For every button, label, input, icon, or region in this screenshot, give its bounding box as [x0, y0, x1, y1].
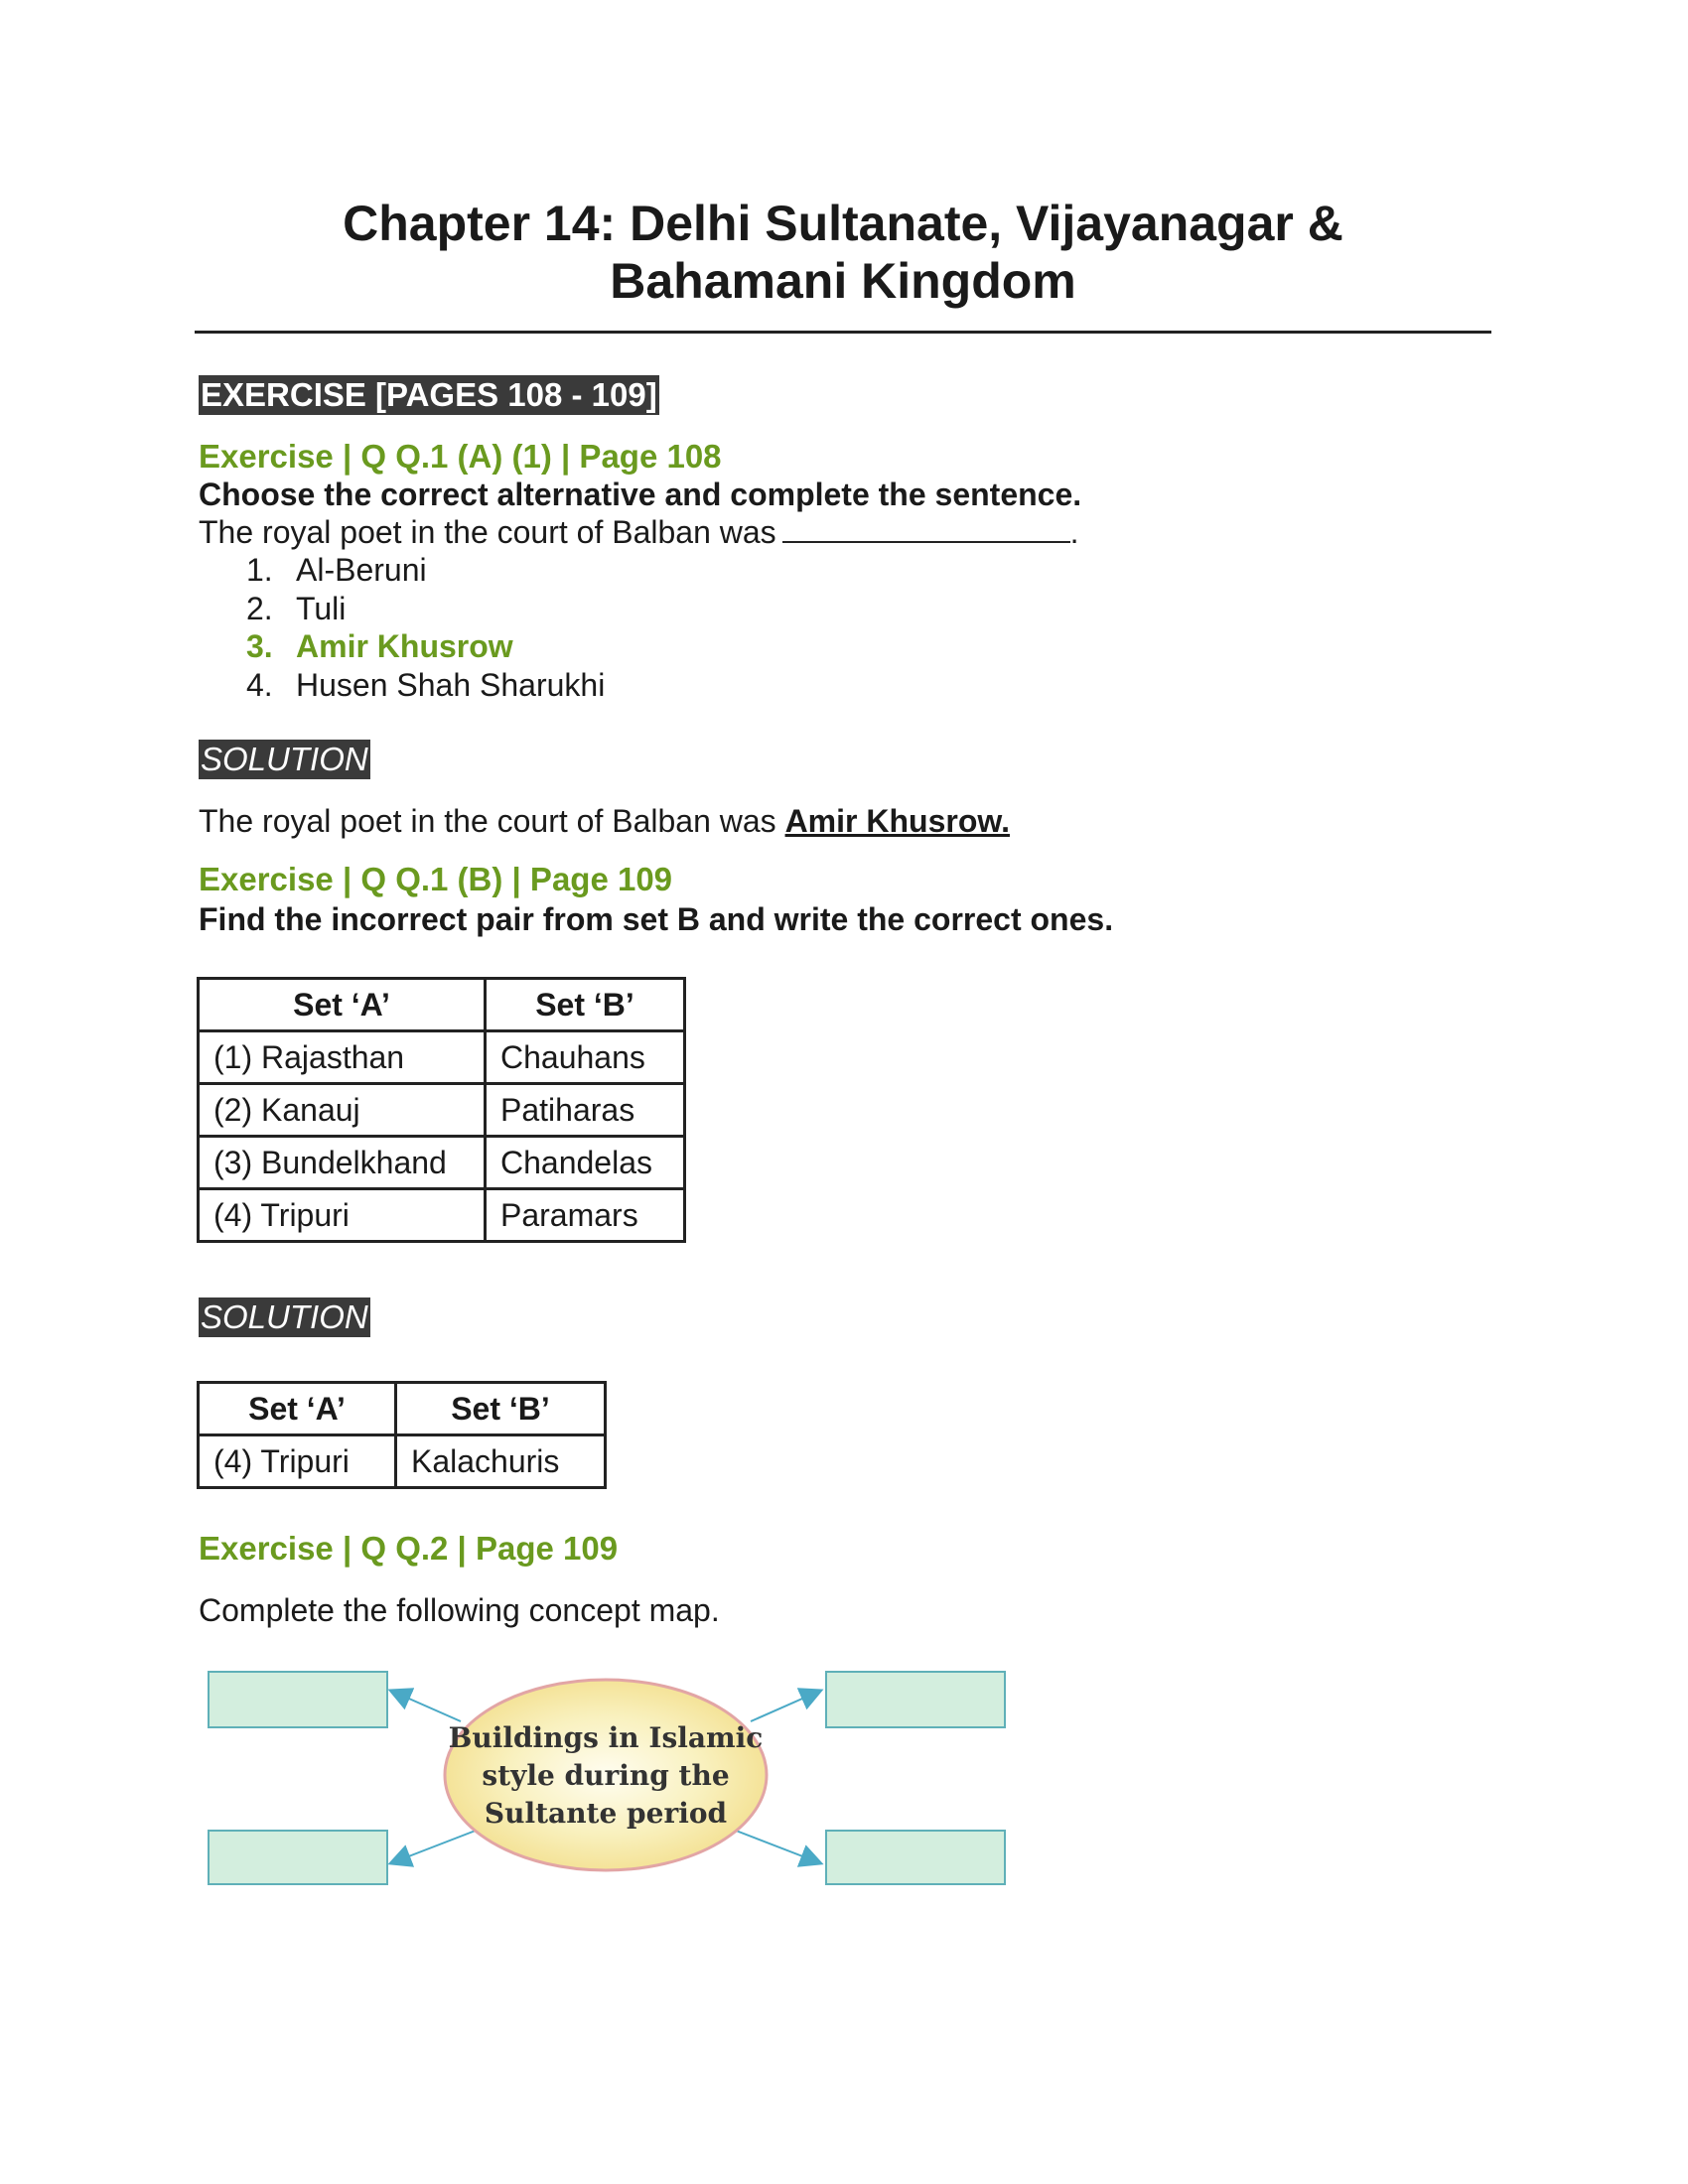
- exercise-banner: EXERCISE [PAGES 108 - 109]: [201, 376, 657, 413]
- q1a-question: [199, 513, 1079, 551]
- option-text: Amir Khusrow: [296, 628, 513, 664]
- table-cell: Chandelas: [486, 1137, 685, 1189]
- table-cell: Chauhans: [486, 1031, 685, 1084]
- table-cell: (4) Tripuri: [199, 1435, 396, 1488]
- option-number: 1.: [246, 552, 273, 588]
- q1a-heading: Exercise | Q Q.1 (A) (1) | Page 108: [199, 438, 722, 475]
- table-cell: (4) Tripuri: [199, 1189, 486, 1242]
- option-item-correct: [246, 627, 605, 666]
- table-row: [199, 1435, 606, 1488]
- option-number: 3.: [246, 628, 273, 664]
- table-cell: Patiharas: [486, 1084, 685, 1137]
- option-text: Al-Beruni: [296, 552, 427, 588]
- option-item: [246, 590, 605, 628]
- chapter-title-line-1: Chapter 14: Delhi Sultanate, Vijayanagar &: [343, 196, 1343, 251]
- q2-heading: Exercise | Q Q.2 | Page 109: [199, 1530, 619, 1567]
- arrow-bottom-right: [731, 1829, 818, 1862]
- center-text-line-1: Buildings in Islamic: [448, 1721, 764, 1754]
- concept-box-top-left[interactable]: [209, 1672, 387, 1727]
- table-row: [199, 1084, 685, 1137]
- center-text-line-3: Sultante period: [484, 1797, 728, 1830]
- option-text: Husen Shah Sharukhi: [296, 666, 606, 703]
- center-text-line-2: style during the: [482, 1759, 730, 1792]
- q1a-instruction: Choose the correct alternative and complete the sentence.: [199, 477, 1082, 512]
- chapter-title-line-2: Bahamani Kingdom: [610, 253, 1076, 309]
- title-divider: [195, 331, 1491, 334]
- concept-box-bottom-left[interactable]: [209, 1831, 387, 1884]
- q1a-question-end: .: [1069, 514, 1079, 550]
- q1a-answer: [199, 802, 1010, 840]
- table-header-set-a: Set ‘A’: [199, 979, 486, 1031]
- table-row: [199, 1189, 685, 1242]
- q1b-solution-table: [197, 1381, 607, 1489]
- q2-instruction: Complete the following concept map.: [199, 1592, 720, 1628]
- q1a-answer-prefix: The royal poet in the court of Balban was: [199, 803, 776, 839]
- answer-blank: [782, 513, 1070, 543]
- table-header-row: [199, 1383, 606, 1435]
- option-number: 4.: [246, 666, 273, 703]
- concept-box-top-right[interactable]: [826, 1672, 1005, 1727]
- option-item: [246, 551, 605, 590]
- option-item: [246, 666, 605, 705]
- table-header-set-b: Set ‘B’: [486, 979, 685, 1031]
- table-header-row: [199, 979, 685, 1031]
- table-row: [199, 1137, 685, 1189]
- option-text: Tuli: [296, 590, 347, 626]
- arrow-top-left: [393, 1692, 461, 1721]
- concept-box-bottom-right[interactable]: [826, 1831, 1005, 1884]
- concept-map: [195, 1658, 1029, 1896]
- chapter-title: [195, 195, 1491, 310]
- table-cell: (3) Bundelkhand: [199, 1137, 486, 1189]
- arrow-bottom-left: [393, 1829, 481, 1862]
- table-cell: (2) Kanauj: [199, 1084, 486, 1137]
- table-header-set-b: Set ‘B’: [396, 1383, 606, 1435]
- table-cell: (1) Rajasthan: [199, 1031, 486, 1084]
- q1a-options: [246, 551, 605, 704]
- q1b-solution-label: SOLUTION: [201, 1298, 368, 1335]
- q1b-instruction: Find the incorrect pair from set B and write the correct ones.: [199, 901, 1114, 937]
- table-header-set-a: Set ‘A’: [199, 1383, 396, 1435]
- q1b-pairs-table: [197, 977, 686, 1243]
- q1a-question-text: The royal poet in the court of Balban was: [199, 514, 776, 550]
- q1b-heading: Exercise | Q Q.1 (B) | Page 109: [199, 861, 673, 897]
- q1a-answer-value: Amir Khusrow.: [784, 803, 1010, 839]
- table-cell: Paramars: [486, 1189, 685, 1242]
- option-number: 2.: [246, 590, 273, 626]
- table-row: [199, 1031, 685, 1084]
- q1a-solution-label: SOLUTION: [201, 741, 368, 777]
- arrow-top-right: [751, 1692, 818, 1721]
- table-cell: Kalachuris: [396, 1435, 606, 1488]
